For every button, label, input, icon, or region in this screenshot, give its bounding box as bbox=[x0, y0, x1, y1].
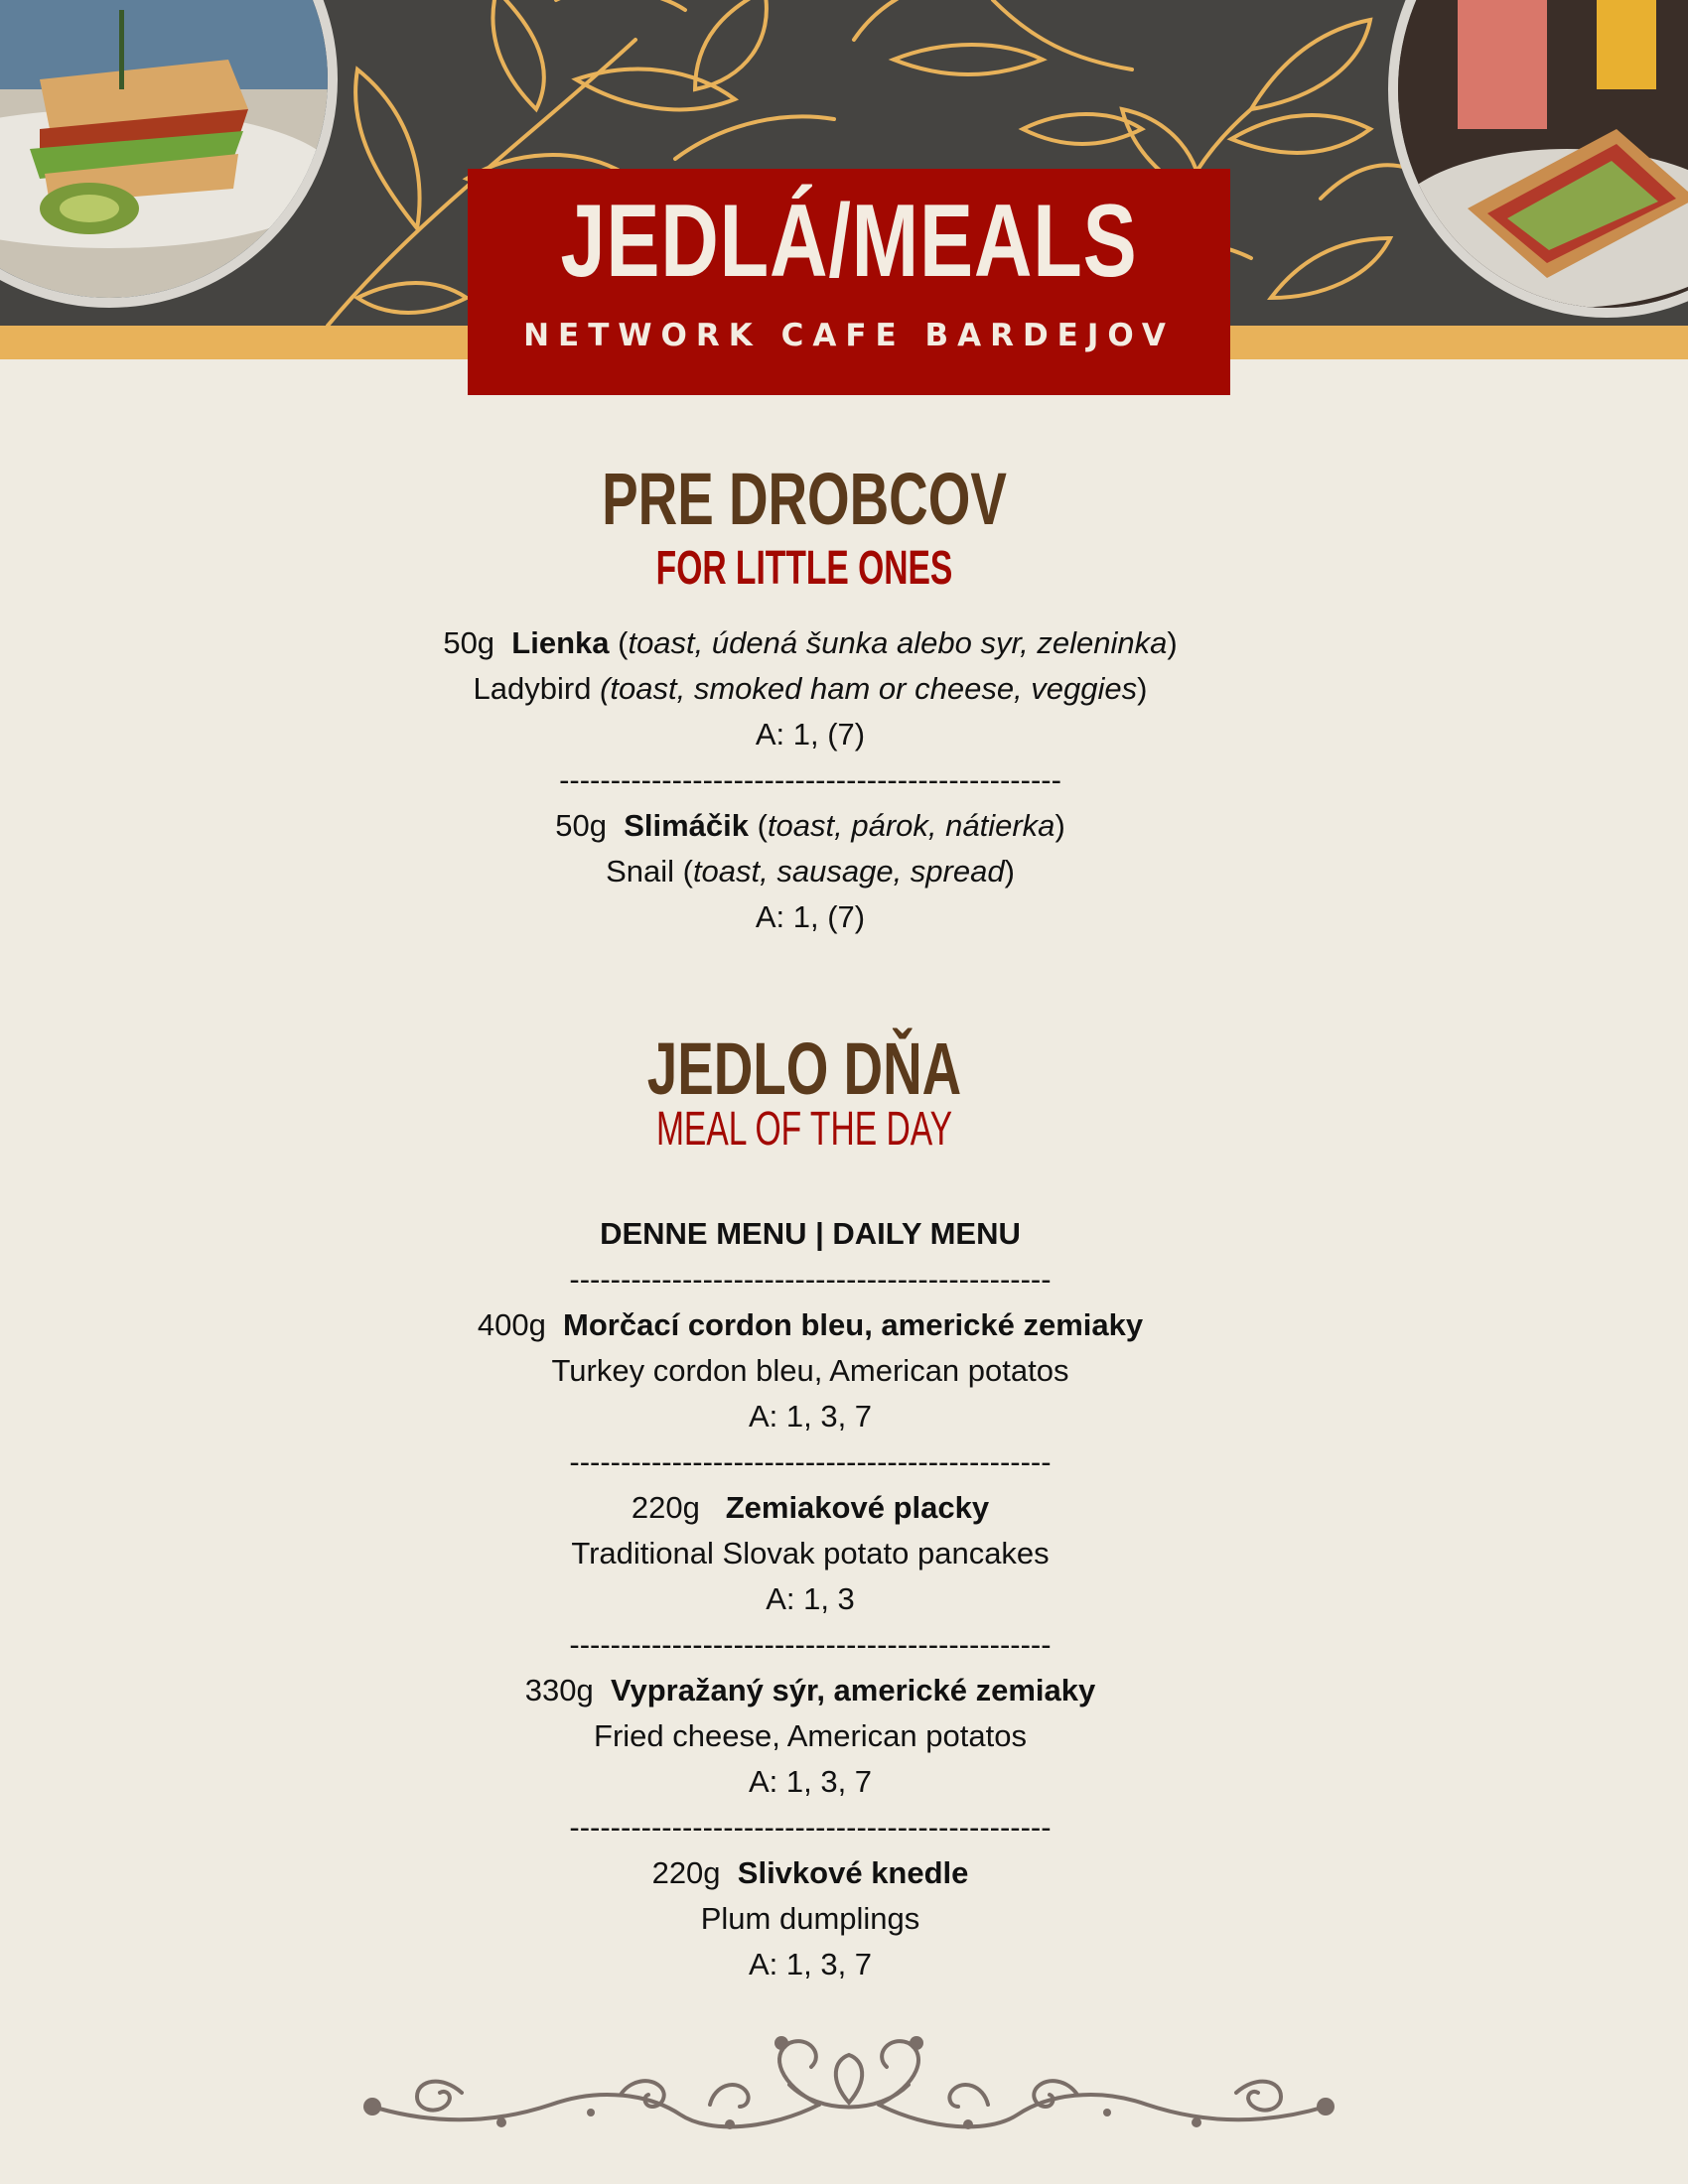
item-name: Morčací cordon bleu, americké zemiaky bbox=[563, 1307, 1144, 1342]
item-english-description: toast, smoked ham or cheese, veggies bbox=[610, 671, 1138, 706]
list-item bbox=[0, 1850, 1620, 1896]
kids-menu bbox=[0, 620, 1620, 940]
item-weight: 330g bbox=[524, 1673, 594, 1707]
item-allergens: A: 1, 3 bbox=[766, 1581, 855, 1616]
item-description: toast, údená šunka alebo syr, zeleninka bbox=[628, 625, 1168, 660]
separator: ----------------------------------------------- bbox=[569, 1444, 1052, 1479]
item-weight: 220g bbox=[631, 1490, 700, 1525]
item-allergens: A: 1, 3, 7 bbox=[748, 1764, 873, 1799]
item-allergens: A: 1, 3, 7 bbox=[748, 1947, 873, 1981]
page-subtitle: NETWORK CAFE BARDEJOV bbox=[523, 318, 1175, 353]
item-english: Plum dumplings bbox=[700, 1901, 920, 1936]
list-item: 50g Lienka (toast, údená šunka alebo syr, zeleninka) bbox=[443, 625, 1178, 660]
daily-menu-title: DENNE MENU | DAILY MENU bbox=[600, 1216, 1021, 1251]
item-name: Slivkové knedle bbox=[737, 1855, 969, 1890]
item-weight: 400g bbox=[477, 1307, 546, 1342]
item-english: Fried cheese, American potatos bbox=[594, 1718, 1027, 1753]
item-allergens: A: 1, (7) bbox=[755, 899, 866, 934]
list-item: 50g Slimáčik (toast, párok, nátierka) bbox=[555, 808, 1065, 843]
kids-section-heading: PRE DROBCOV bbox=[602, 458, 1007, 540]
item-english: Turkey cordon bleu, American potatos bbox=[551, 1353, 1069, 1388]
item-name: Slimáčik bbox=[624, 808, 749, 843]
separator: ----------------------------------------------- bbox=[569, 1627, 1052, 1662]
item-name: Vypražaný sýr, americké zemiaky bbox=[610, 1673, 1096, 1707]
daily-section-subheading: MEAL OF THE DAY bbox=[655, 1103, 953, 1156]
list-item bbox=[0, 1485, 1620, 1531]
item-english: Traditional Slovak potato pancakes bbox=[571, 1536, 1050, 1570]
item-allergens: A: 1, 3, 7 bbox=[748, 1399, 873, 1433]
list-item bbox=[0, 1668, 1620, 1713]
item-english: Snail (toast, sausage, spread) bbox=[606, 854, 1015, 888]
separator: ----------------------------------------------- bbox=[569, 1262, 1052, 1297]
item-weight: 220g bbox=[651, 1855, 721, 1890]
item-weight: 50g bbox=[555, 808, 607, 843]
kids-section-subheading: FOR LITTLE ONES bbox=[655, 542, 953, 595]
daily-section-heading: JEDLO DŇA bbox=[646, 1027, 962, 1110]
daily-menu bbox=[0, 1211, 1620, 1987]
title-banner bbox=[468, 169, 1230, 395]
list-item bbox=[0, 1302, 1620, 1348]
item-english: Ladybird (toast, smoked ham or cheese, veggies) bbox=[473, 671, 1148, 706]
item-english-name: Snail bbox=[606, 854, 674, 888]
separator: ----------------------------------------------- bbox=[569, 1810, 1052, 1844]
item-english-description: toast, sausage, spread bbox=[692, 854, 1005, 888]
page-title: JEDLÁ/MEALS bbox=[560, 184, 1138, 299]
item-english-name: Ladybird bbox=[473, 671, 592, 706]
item-name: Lienka bbox=[511, 625, 610, 660]
item-allergens: A: 1, (7) bbox=[755, 717, 866, 751]
item-description: toast, párok, nátierka bbox=[767, 808, 1055, 843]
item-weight: 50g bbox=[443, 625, 495, 660]
item-name: Zemiakové placky bbox=[725, 1490, 990, 1525]
flourish-ornament-icon bbox=[352, 2025, 1345, 2144]
separator: ------------------------------------------------- bbox=[559, 762, 1061, 797]
